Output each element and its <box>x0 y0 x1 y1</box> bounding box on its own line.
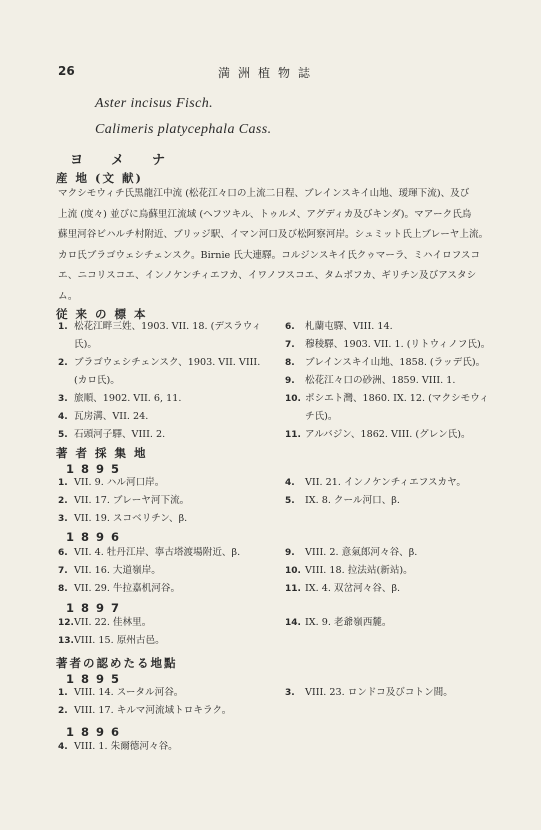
habitat-line: 上流 (度々) 並びに烏蘇里江流域 (ヘフツキル、トゥルメ、アグディカ及びキンダ)。マアーク氏烏 <box>58 208 472 220</box>
habitat-line: マクシモウィチ氏黒龍江中流 (松花江々口の上流二日程、ブレインスキイ山地、瑷琿下流)、及び <box>58 188 470 199</box>
running-head <box>58 64 501 80</box>
specimens-heading: 従 来 の 標 本 <box>56 307 148 321</box>
collection-item: 13.VIII. 15. 原州古邑。 <box>58 635 165 646</box>
year-label: 1896 <box>66 530 127 544</box>
collection-item: 14. IX. 9. 老爺嶺西麓。 <box>285 617 392 628</box>
habitat-paragraph <box>58 184 502 307</box>
year-label: 1895 <box>66 462 127 476</box>
collection-item: 10. VIII. 18. 拉法站(新站)。 <box>285 565 413 576</box>
collection-item: 7. VII. 16. 大道嶺岸。 <box>58 565 161 576</box>
specimen-item: 2. ブラゴウェシチェンスク、1903. VII. VIII. <box>58 357 261 368</box>
year-label: 1897 <box>66 601 127 615</box>
collection-item: 2. VII. 17. ブレーヤ河下流。 <box>58 495 190 506</box>
specimen-item: 8. ブレインスキイ山地、1858. (ラッデ氏)。 <box>285 357 486 368</box>
specimen-item: 氏)。 <box>74 339 97 350</box>
collection-item: 9. VIII. 2. 意氣郎河々谷、β. <box>285 547 418 558</box>
specimen-item: チ氏)。 <box>305 411 338 422</box>
species-name-2: Calimeris platycephala Cass. <box>95 122 272 137</box>
year-label: 1896 <box>66 725 127 739</box>
recognized-item: 1. VIII. 14. スータル河谷。 <box>58 687 184 698</box>
common-name: ヨメナ <box>70 153 194 168</box>
habitat-line: カロ氏ブラゴウェシチェンスク。Birnie 氏大連驛。コルジンスキイ氏クゥマーラ、ミハイロフスコ <box>58 249 481 261</box>
specimen-item: 4. 瓦房溝、VII. 24. <box>58 411 149 422</box>
collection-item: 4. VII. 21. インノケンチィエフスカヤ。 <box>285 477 466 488</box>
habitat-line: 蘇里河谷ビハルチ村附近、ブリッジ駅、イマン河口及び松阿察河岸。シュミット氏上ブレーヤ上流。 <box>58 229 489 240</box>
collection-item: 3. VII. 19. スコベリチン、β. <box>58 513 188 524</box>
collected-heading: 著 者 採 集 地 <box>56 446 148 460</box>
specimen-item: 9. 松花江々口の砂洲、1859. VIII. 1. <box>285 375 456 386</box>
collection-item: 12.VII. 22. 佳林里。 <box>58 617 152 628</box>
year-label: 1895 <box>66 672 127 686</box>
species-name-1: Aster incisus Fisch. <box>95 96 214 111</box>
specimen-item: 6. 札蘭屯驛、VIII. 14. <box>285 321 393 332</box>
collection-item: 5. IX. 8. クール河口、β. <box>285 495 400 506</box>
collection-item: 8. VII. 29. 牛拉嘉机河谷。 <box>58 583 181 594</box>
habitat-line: エ、ニコリスコエ、インノケンチィエフカ、イワノフスコエ、タムボフカ、ギリチン及びアスタシ <box>58 270 477 281</box>
recognized-heading: 著者の認めたる地點 <box>56 656 178 670</box>
page-number: 26 <box>58 64 75 78</box>
specimen-item: 10. ポシエト灣、1860. IX. 12. (マクシモウィ <box>285 393 489 404</box>
recognized-item: 3. VIII. 23. ロンドコ及びコトン間。 <box>285 687 453 698</box>
recognized-item: 4. VIII. 1. 朱爾德河々谷。 <box>58 741 178 752</box>
specimen-item: 5. 石頭河子驛、VIII. 2. <box>58 429 166 440</box>
specimen-item: 1. 松花江畔三姓、1903. VII. 18. (デスラウィ <box>58 321 262 332</box>
specimen-item: 7. 穆稜驛、1903. VII. 1. (リトウィノフ氏)。 <box>285 339 491 350</box>
collection-item: 6. VII. 4. 牡丹江岸、寧古塔渡場附近、β. <box>58 547 241 558</box>
journal-title: 満洲植物誌 <box>218 66 319 80</box>
habitat-heading: 産 地 (文 献) <box>56 171 143 185</box>
specimen-item: (カロ氏)。 <box>74 375 120 386</box>
habitat-line: ム。 <box>58 290 78 302</box>
recognized-item: 2. VIII. 17. キルマ河流域トロキラク。 <box>58 705 232 716</box>
specimen-item: 3. 旅順、1902. VII. 6, 11. <box>58 393 182 404</box>
collection-item: 1. VII. 9. ハル河口岸。 <box>58 477 165 488</box>
collection-item: 11. IX. 4. 双岔河々谷、β. <box>285 583 401 594</box>
specimen-item: 11. アルバジン、1862. VIII. (グレン氏)。 <box>285 429 471 440</box>
